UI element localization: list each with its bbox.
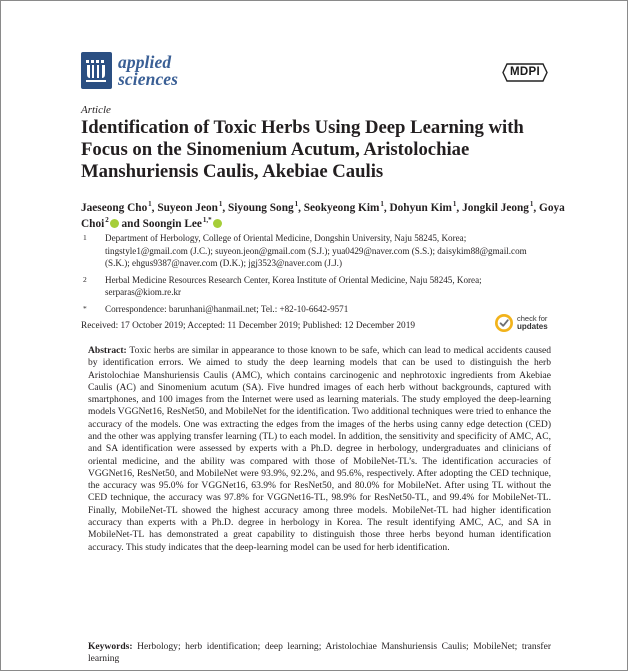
correspondence-mark: * xyxy=(83,303,87,313)
orcid-icon[interactable] xyxy=(213,219,222,228)
orcid-icon[interactable] xyxy=(110,219,119,228)
affiliation-text: Herbal Medicine Resources Research Center, Korea Institute of Oriental Medicine, Naju 58245, Korea; serparas@kiom.re.kr xyxy=(105,274,482,298)
publication-dates: Received: 17 October 2019; Accepted: 11 December 2019; Published: 12 December 2019 xyxy=(81,321,415,331)
mdpi-logo[interactable] xyxy=(501,62,549,83)
affiliations xyxy=(81,232,551,320)
author-name[interactable]: Siyoung Song xyxy=(228,202,294,214)
author-affiliation-mark: 1,* xyxy=(202,216,212,225)
mdpi-logo-text: MDPI xyxy=(510,66,540,78)
journal-name xyxy=(118,51,179,89)
affiliation-item xyxy=(81,232,551,270)
affiliation-mark: 1 xyxy=(83,233,87,242)
author-list: Jaeseong Cho $^1$, Suyeon Jeon $^1$, Siyoung Song $^1$, Seokyeong Kim $^1$, Dohyun Kim $^1$, Jongkil Jeong $^1$, Goya Choi $^2$ and Soongin Lee $^{1,*}$ xyxy=(81,200,565,230)
abstract xyxy=(88,345,551,554)
affiliation-text: Department of Herbology, College of Oriental Medicine, Dongshin University, Naju 58245, Korea; tingstyle1@gmail.com (J.C.); suyeon.jeon@gmail.com (S.J.); yua0429@naver.com (S.S.); daisykim88@gmail.com (S.K.); ehgus9387@naver.com (D.K.); jgj3523@naver.com (J.J.) xyxy=(105,233,527,269)
author-name[interactable]: Dohyun Kim xyxy=(389,202,452,214)
check-for-updates-badge[interactable] xyxy=(494,313,548,333)
affiliation-mark: 2 xyxy=(83,274,87,284)
author-name[interactable]: Jongkil Jeong xyxy=(462,202,529,214)
journal-name-line1: applied xyxy=(118,51,172,72)
author-affiliation-mark: 1 xyxy=(218,200,223,209)
article-type: Article xyxy=(81,104,111,116)
author-affiliation-mark: 1 xyxy=(452,200,457,209)
author-affiliation-mark: 2 xyxy=(105,216,109,225)
paper-title: Identification of Toxic Herbs Using Deep Learning with Focus on the Sinomenium Acutum, Aristolochiae Manshuriensis Caulis, Akebiae Caulis xyxy=(81,117,524,182)
author-name[interactable]: Jaeseong Cho xyxy=(81,202,148,214)
affiliation-item xyxy=(81,274,551,299)
journal-logo[interactable] xyxy=(81,52,178,89)
keywords-text: Herbology; herb identification; deep learning; Aristolochiae Manshuriensis Caulis; MobileNet; transfer learning xyxy=(88,641,551,665)
author-affiliation-mark: 1 xyxy=(380,200,384,209)
check-updates-line2: updates xyxy=(517,322,548,331)
journal-name-line2: sciences xyxy=(118,68,179,89)
author-affiliation-mark: 1 xyxy=(529,200,534,209)
author-name[interactable]: Suyeon Jeon xyxy=(157,202,218,214)
check-updates-line1: check for xyxy=(517,314,548,323)
check-updates-icon xyxy=(494,313,514,333)
abstract-label: Abstract: xyxy=(88,345,127,356)
author-affiliation-mark: 1 xyxy=(148,200,152,209)
check-updates-text xyxy=(517,315,548,331)
journal-logo-icon xyxy=(81,52,112,89)
author-affiliation-mark: 1 xyxy=(294,200,299,209)
correspondence-text: Correspondence: barunhani@hanmail.net; Tel.: +82-10-6642-9571 xyxy=(105,303,349,314)
author-name[interactable]: Goya Choi xyxy=(81,202,565,230)
correspondence-item xyxy=(81,303,551,316)
abstract-text: Toxic herbs are similar in appearance to those known to be safe, which can lead to medical accidents caused by identification errors. We aimed to study the deep learning models that can be used to distinguish the herb Aristolochiae Manshuriensis Caulis (AMC), which contains carcinogenic and nephrotoxic ingredients from Akebiae Caulis (AC) and Sinomenium acutum (SA). Five hundred images of each herb without backgrounds, captured with smartphones, and 100 images from the Internet were used as learning materials. The study employed the deep-learning models VGGNet16, ResNet50, and MobileNet for the identification. Two additional techniques were tried to enhance the accuracy of the models. One was extracting the edges from the images of the herbs using canny edge detection (CED) and the other was applying transfer learning (TL) to each model. In addition, the sensitivity and specificity of AMC, AC, and SA identification were assessed by experts with a Ph.D. degree in herbology, undergraduates and clinicians of oriental medicine, and the ability was compared with those of MobileNet-TL’s. The identification accuracies of VGGNet16, ResNet50, and MobileNet were 93.9%, 92.2%, and 95.6%, respectively. After adopting the CED technique, the accuracy was 95.0% for VGGNet16, 63.9% for ResNet50, and 80.0% for MobileNet. After using TL without the CED technique, the accuracy was 97.8% for VGGNet16-TL, 98.9% for ResNet50-TL, and 99.4% for MobileNet-TL. Finally, MobileNet-TL showed the highest accuracy among three models. MobileNet-TL had higher identification accuracy than experts with a Ph.D. degree in herbology in Korea. The result identifying AMC, AC, and SA in MobileNet-TL has demonstrated a great capability to distinguish those three herbs beyond human identification accuracy. This study indicates that the deep-learning model can be used for herb identification. xyxy=(88,345,551,553)
author-name[interactable]: Seokyeong Kim xyxy=(303,202,380,214)
keywords-label: Keywords: xyxy=(88,641,133,652)
author-name[interactable]: Soongin Lee xyxy=(142,218,202,230)
keywords xyxy=(88,641,551,666)
